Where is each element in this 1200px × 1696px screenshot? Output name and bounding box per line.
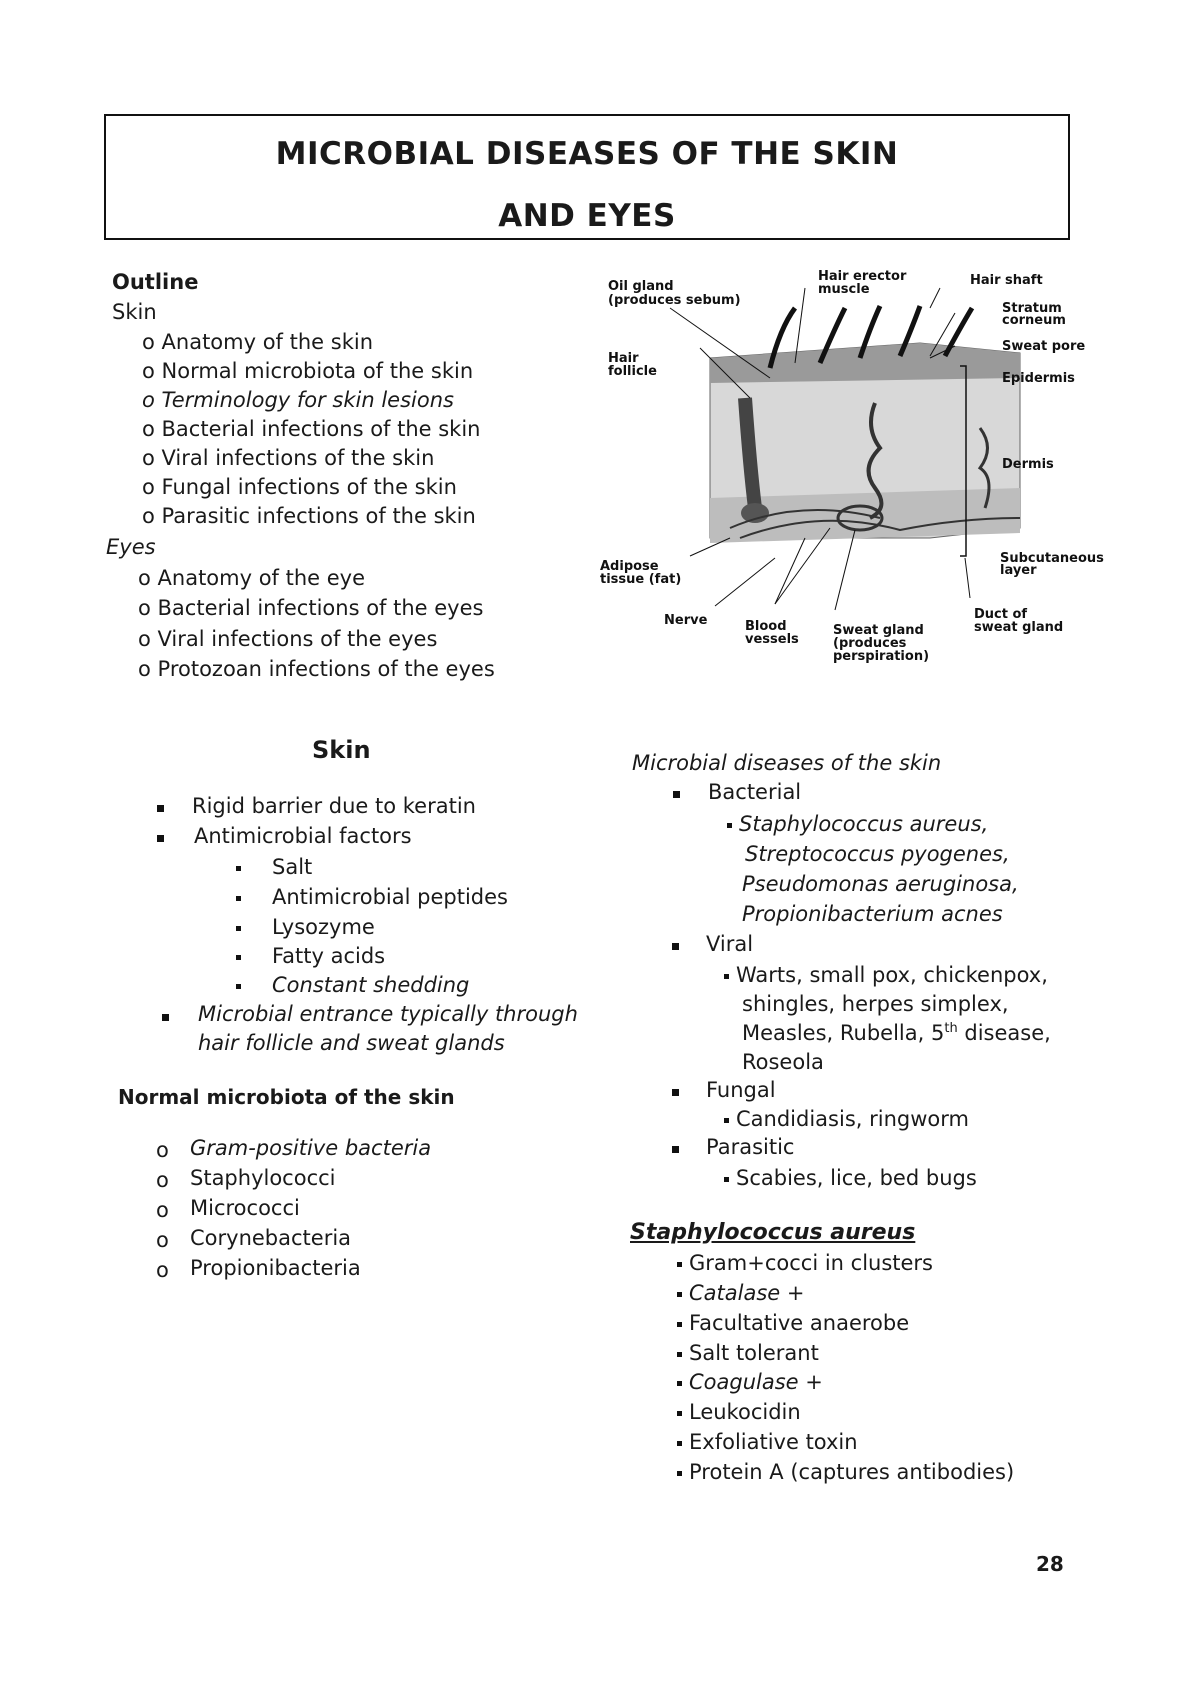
- label-nerve: Nerve: [664, 613, 708, 628]
- outline-eyes-item: o Anatomy of the eye: [138, 566, 366, 590]
- outline-skin-item: o Fungal infections of the skin: [142, 475, 457, 499]
- outline-eyes-label: Eyes: [106, 535, 156, 559]
- staph-item: Salt tolerant: [689, 1341, 819, 1365]
- entrance-line-2: hair follicle and sweat glands: [198, 1031, 505, 1055]
- label-blood: Blood: [745, 619, 787, 634]
- label-stratum: Stratum: [1002, 301, 1062, 316]
- square-bullet-icon: [673, 791, 680, 798]
- small-bullet-icon: [724, 974, 729, 979]
- bacterial-item: Propionibacterium acnes: [742, 902, 1003, 926]
- microbiota-bullet: o: [156, 1138, 169, 1162]
- viral-line: Roseola: [742, 1050, 824, 1074]
- outline-skin-label: Skin: [112, 300, 157, 324]
- title-line-2: AND EYES: [498, 198, 676, 234]
- microbiota-item: Gram-positive bacteria: [190, 1136, 432, 1160]
- label-sweat-gland-2: (produces: [833, 636, 907, 651]
- small-bullet-icon: [724, 1177, 729, 1182]
- outline-skin-item: o Parasitic infections of the skin: [142, 504, 476, 528]
- label-subcutaneous-2: layer: [1000, 563, 1037, 578]
- bacterial-item: Pseudomonas aeruginosa,: [742, 872, 1019, 896]
- outline-skin-item: o Terminology for skin lesions: [142, 388, 454, 412]
- microbiota-item: Staphylococci: [190, 1166, 336, 1190]
- microbiota-bullet: o: [156, 1258, 169, 1282]
- viral-line: [742, 1021, 1051, 1045]
- entrance-line-1: Microbial entrance typically through: [198, 1002, 578, 1026]
- microbiota-bullet: o: [156, 1168, 169, 1192]
- outline-skin-item: o Bacterial infections of the skin: [142, 417, 481, 441]
- viral-line-part: Measles, Rubella, 5: [742, 1021, 945, 1045]
- parasitic-label: Parasitic: [706, 1135, 795, 1159]
- diseases-heading: Microbial diseases of the skin: [632, 751, 942, 775]
- small-bullet-icon: [236, 984, 241, 989]
- staph-heading: Staphylococcus aureus: [630, 1220, 916, 1245]
- outline-heading: Outline: [112, 270, 199, 294]
- label-oil-gland: Oil gland: [608, 279, 674, 294]
- label-stratum-2: corneum: [1002, 313, 1066, 328]
- label-adipose-2: tissue (fat): [600, 572, 682, 587]
- small-bullet-icon: [677, 1381, 682, 1386]
- outline-eyes-item: o Protozoan infections of the eyes: [138, 657, 495, 681]
- skin-item: Antimicrobial factors: [194, 824, 412, 848]
- small-bullet-icon: [677, 1322, 682, 1327]
- label-epidermis: Epidermis: [1002, 371, 1075, 386]
- label-subcutaneous: Subcutaneous: [1000, 551, 1104, 566]
- viral-label: Viral: [706, 932, 754, 956]
- microbiota-item: Corynebacteria: [190, 1226, 352, 1250]
- title-line-1: MICROBIAL DISEASES OF THE SKIN: [275, 136, 899, 172]
- skin-anatomy-illustration: [600, 268, 1140, 688]
- label-hair-erector: Hair erector: [818, 269, 907, 284]
- small-bullet-icon: [236, 926, 241, 931]
- square-bullet-icon: [162, 1014, 169, 1021]
- viral-line: Warts, small pox, chickenpox,: [736, 963, 1048, 987]
- bacterial-item: Staphylococcus aureus,: [739, 812, 989, 836]
- small-bullet-icon: [236, 896, 241, 901]
- microbiota-bullet: o: [156, 1228, 169, 1252]
- viral-line: shingles, herpes simplex,: [742, 992, 1009, 1016]
- small-bullet-icon: [236, 866, 241, 871]
- page-number: 28: [1036, 1552, 1064, 1576]
- skin-item: Rigid barrier due to keratin: [192, 794, 476, 818]
- square-bullet-icon: [672, 1146, 679, 1153]
- small-bullet-icon: [677, 1352, 682, 1357]
- small-bullet-icon: [677, 1471, 682, 1476]
- small-bullet-icon: [677, 1441, 682, 1446]
- factor-item: Lysozyme: [272, 915, 375, 939]
- square-bullet-icon: [157, 835, 164, 842]
- label-hair-shaft: Hair shaft: [970, 273, 1043, 288]
- square-bullet-icon: [157, 805, 164, 812]
- skin-anatomy-diagram: [600, 268, 1140, 688]
- small-bullet-icon: [727, 823, 732, 828]
- fungal-label: Fungal: [706, 1078, 776, 1102]
- staph-item: Gram+cocci in clusters: [689, 1251, 934, 1275]
- factor-item: Salt: [272, 855, 313, 879]
- label-oil-gland-2: (produces sebum): [608, 293, 741, 308]
- label-hair-follicle-2: follicle: [608, 364, 657, 379]
- microbiota-item: Micrococci: [190, 1196, 300, 1220]
- microbiota-bullet: o: [156, 1198, 169, 1222]
- label-hair-erector-2: muscle: [818, 282, 870, 297]
- staph-item: Leukocidin: [689, 1400, 801, 1424]
- factor-item: Fatty acids: [272, 944, 386, 968]
- fungal-item: Candidiasis, ringworm: [736, 1107, 969, 1131]
- label-sweat-gland-3: perspiration): [833, 649, 930, 664]
- label-duct-2: sweat gland: [974, 620, 1064, 635]
- outline-skin-item: o Viral infections of the skin: [142, 446, 435, 470]
- superscript-th: th: [944, 1021, 958, 1036]
- small-bullet-icon: [236, 955, 241, 960]
- outline-eyes-item: o Viral infections of the eyes: [138, 627, 438, 651]
- bacterial-item: Streptococcus pyogenes,: [745, 842, 1010, 866]
- staph-item: Exfoliative toxin: [689, 1430, 858, 1454]
- label-adipose: Adipose: [600, 559, 659, 574]
- outline-skin-item: o Anatomy of the skin: [142, 330, 374, 354]
- microbiota-item: Propionibacteria: [190, 1256, 361, 1280]
- square-bullet-icon: [672, 943, 679, 950]
- factor-item: Constant shedding: [272, 973, 470, 997]
- microbiota-heading: Normal microbiota of the skin: [118, 1085, 455, 1109]
- outline-skin-item: o Normal microbiota of the skin: [142, 359, 474, 383]
- label-sweat-gland: Sweat gland: [833, 623, 924, 638]
- small-bullet-icon: [677, 1262, 682, 1267]
- viral-line-part: disease,: [957, 1021, 1051, 1045]
- outline-eyes-item: o Bacterial infections of the eyes: [138, 596, 484, 620]
- small-bullet-icon: [677, 1411, 682, 1416]
- label-blood-2: vessels: [745, 632, 799, 647]
- small-bullet-icon: [724, 1118, 729, 1123]
- square-bullet-icon: [672, 1089, 679, 1096]
- label-sweat-pore: Sweat pore: [1002, 339, 1086, 354]
- factor-item: Antimicrobial peptides: [272, 885, 508, 909]
- staph-item: Protein A (captures antibodies): [689, 1460, 1015, 1484]
- skin-heading: Skin: [312, 736, 371, 764]
- title-box: [104, 114, 1070, 240]
- label-duct: Duct of: [974, 607, 1028, 622]
- parasitic-item: Scabies, lice, bed bugs: [736, 1166, 977, 1190]
- staph-item: Coagulase +: [689, 1370, 823, 1394]
- small-bullet-icon: [677, 1292, 682, 1297]
- bacterial-label: Bacterial: [708, 780, 802, 804]
- label-hair-follicle: Hair: [608, 351, 639, 366]
- staph-item: Catalase +: [689, 1281, 805, 1305]
- staph-item: Facultative anaerobe: [689, 1311, 910, 1335]
- label-dermis: Dermis: [1002, 457, 1054, 472]
